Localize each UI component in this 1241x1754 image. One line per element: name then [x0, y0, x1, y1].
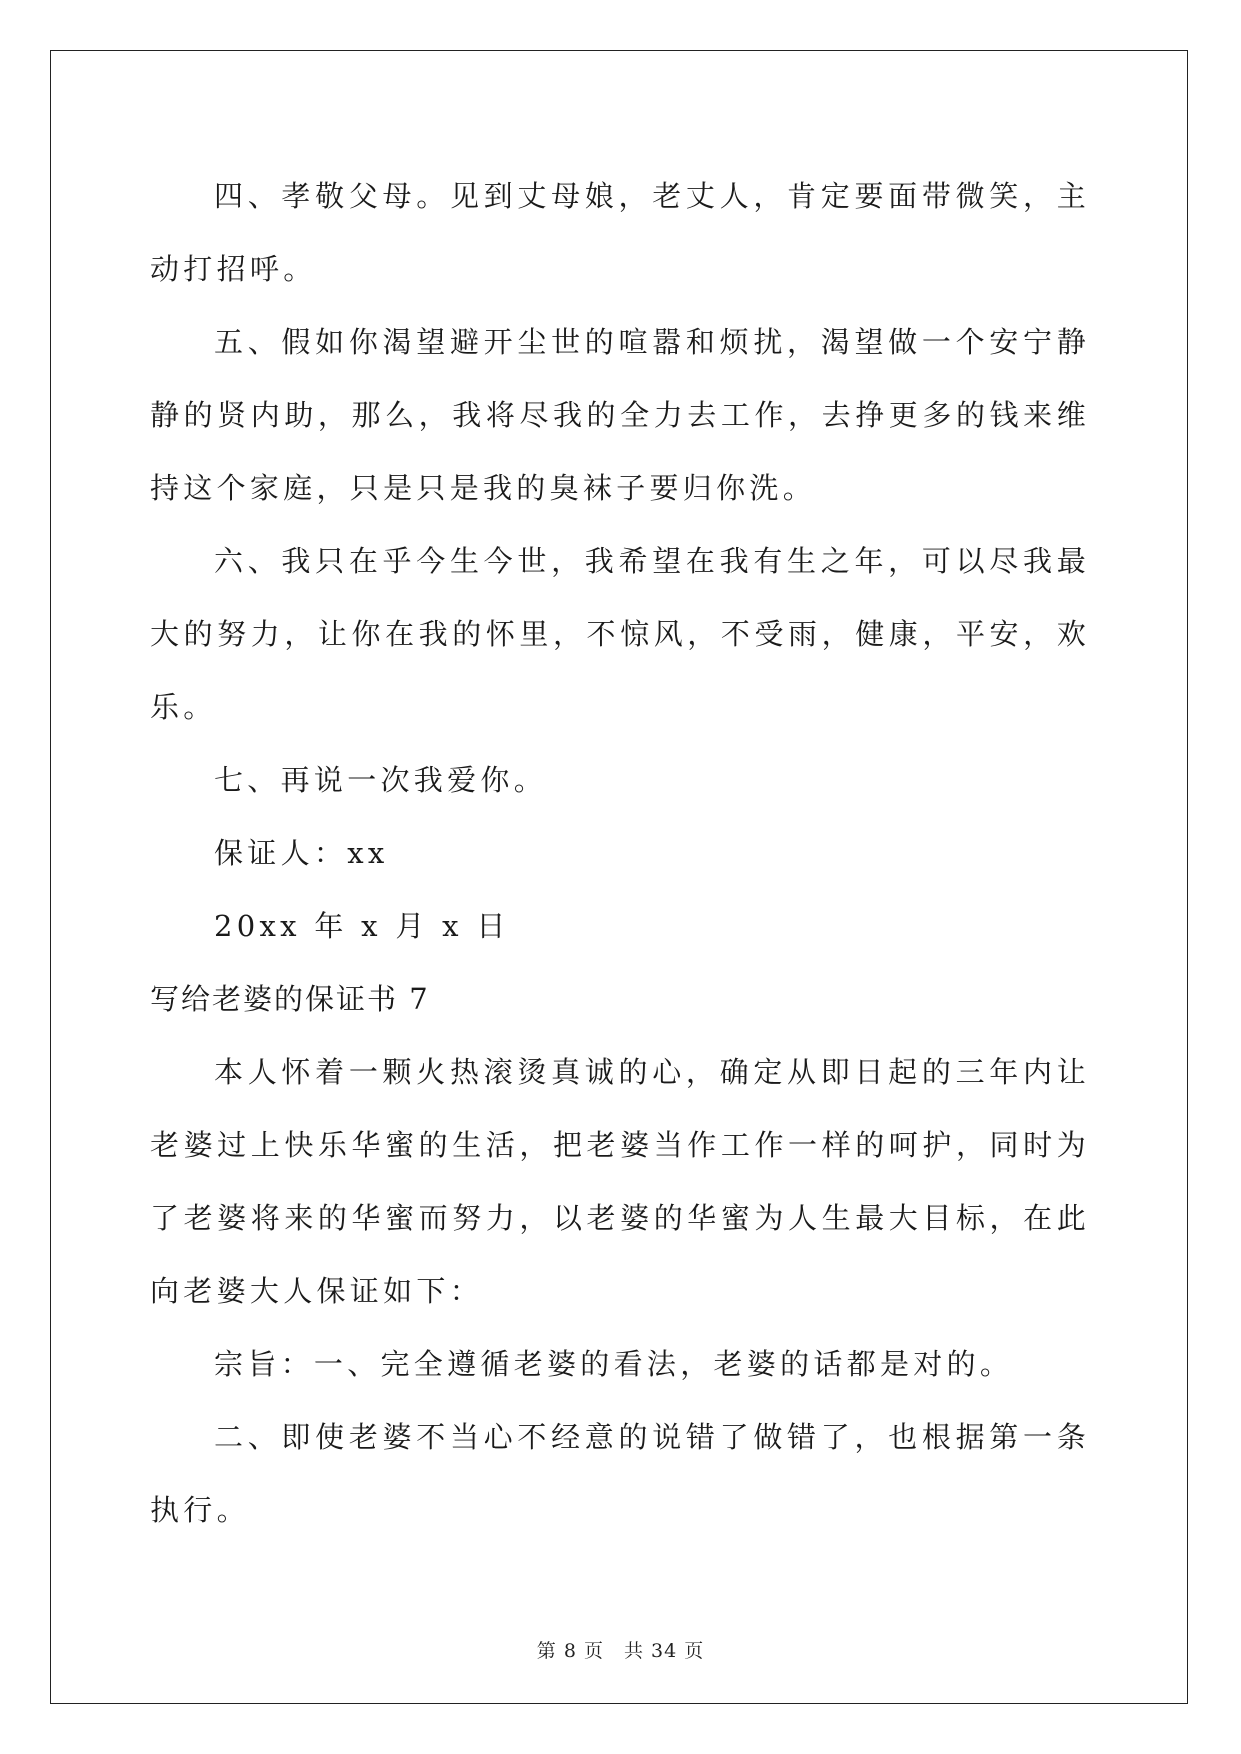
principle-paragraph: 宗旨：一、完全遵循老婆的看法，老婆的话都是对的。 [214, 1347, 1014, 1381]
guarantor-line: 保证人：xx [214, 836, 389, 870]
paragraph-item-7: 七、再说一次我爱你。 [214, 763, 548, 797]
section-title: 写给老婆的保证书 7 [150, 982, 430, 1016]
document-body [150, 160, 1090, 1547]
paragraph-item-4: 四、孝敬父母。见到丈母娘，老丈人，肯定要面带微笑，主动打招呼。 [150, 179, 1090, 286]
intro-paragraph: 本人怀着一颗火热滚烫真诚的心，确定从即日起的三年内让老婆过上快乐华蜜的生活，把老婆当作工作一样的呵护，同时为了老婆将来的华蜜而努力，以老婆的华蜜为人生最大目标，在此向老婆大人保证如下： [150, 1055, 1090, 1308]
paragraph-item-6: 六、我只在乎今生今世，我希望在我有生之年，可以尽我最大的努力，让你在我的怀里，不惊风，不受雨，健康，平安，欢乐。 [150, 544, 1090, 724]
date-line: 20xx 年 x 月 x 日 [214, 909, 510, 943]
paragraph-item-5: 五、假如你渴望避开尘世的喧嚣和烦扰，渴望做一个安宁静静的贤内助，那么，我将尽我的全力去工作，去挣更多的钱来维持这个家庭，只是只是我的臭袜子要归你洗。 [150, 325, 1090, 505]
page-footer: 第 8 页 共 34 页 [536, 1640, 705, 1662]
paragraph-item-2: 二、即使老婆不当心不经意的说错了做错了，也根据第一条执行。 [150, 1420, 1090, 1527]
